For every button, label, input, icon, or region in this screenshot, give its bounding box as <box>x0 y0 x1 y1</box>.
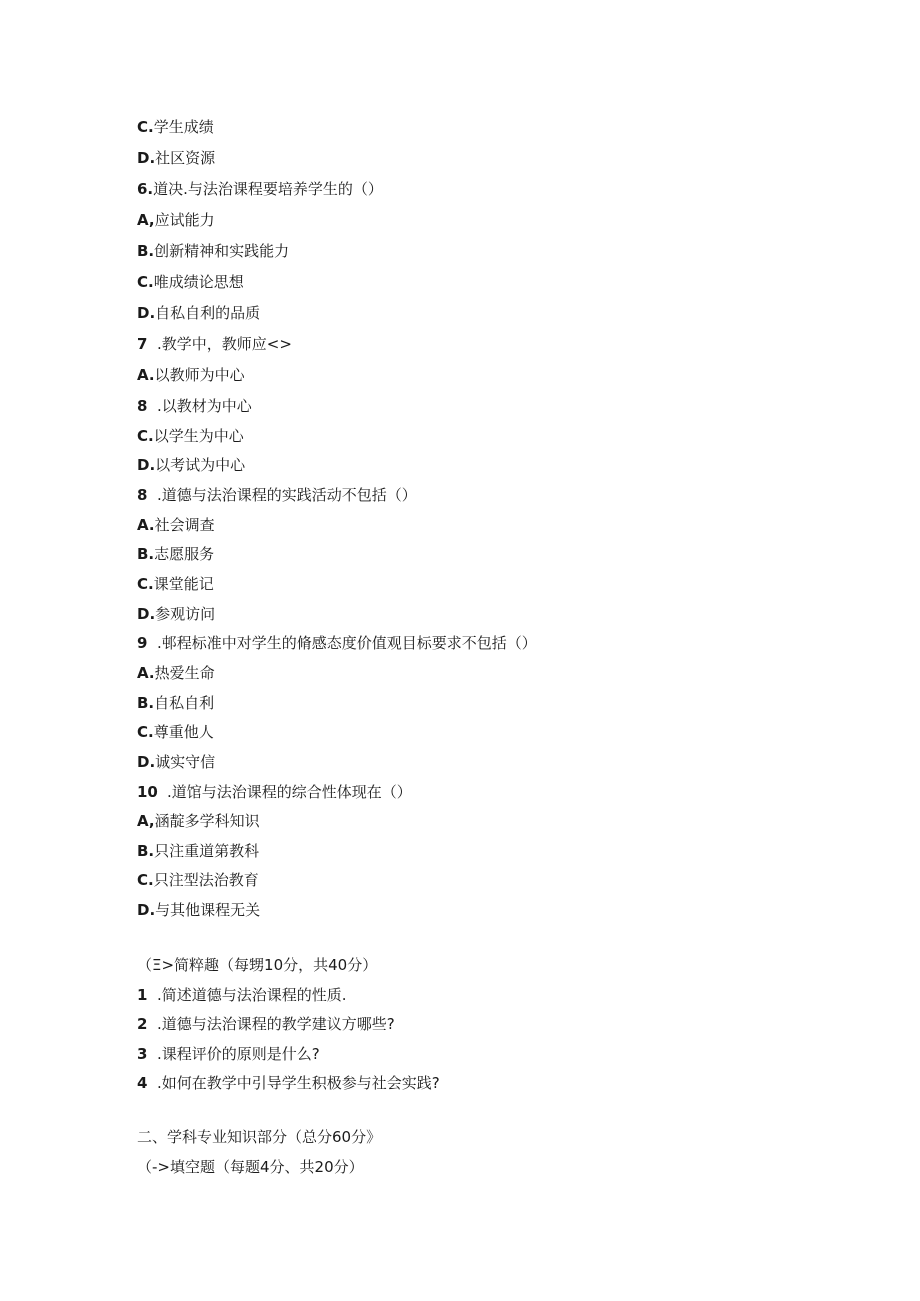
short-answer-4 <box>137 1073 440 1093</box>
question-text: .道馆与法治课程的综合性体现在（） <box>167 783 412 801</box>
option-label: C. <box>137 871 154 889</box>
option-a-q7 <box>137 365 245 385</box>
option-b-q6 <box>137 241 289 261</box>
option-text: 涵靛多学科知识 <box>154 812 260 830</box>
question-number: 4 <box>137 1074 148 1092</box>
question-text: .如何在教学中引导学生积极参与社会实践? <box>157 1074 440 1092</box>
part-heading-text: 二、学科专业知识部分（总分60分》 <box>137 1128 382 1146</box>
question-number: 1 <box>137 986 148 1004</box>
option-a-q6 <box>137 210 215 230</box>
section-heading-text: （->填空题（每题4分、共20分） <box>137 1158 364 1176</box>
option-d-q10 <box>137 900 260 920</box>
option-text: 应试能力 <box>154 211 215 229</box>
option-text: 以学生为中心 <box>153 427 244 445</box>
part-heading-subject-knowledge <box>137 1127 381 1147</box>
option-text: 尊重他人 <box>153 723 214 741</box>
option-label: B. <box>137 545 155 563</box>
option-text: 诚实守信 <box>155 753 216 771</box>
option-text: 课堂能记 <box>153 575 214 593</box>
option-c-q6 <box>137 272 244 292</box>
question-text: .道德与法治课程的实践活动不包括（） <box>157 486 417 504</box>
question-number: 10 <box>137 783 158 801</box>
question-6 <box>137 179 383 199</box>
section-heading-text: （Ξ>简粹趣（每甥10分，共40分） <box>137 956 378 974</box>
option-label: A. <box>137 366 155 384</box>
short-answer-1 <box>137 985 347 1005</box>
option-text: 自私自利 <box>154 694 215 712</box>
question-number: 2 <box>137 1015 148 1033</box>
question-number: 8 <box>137 486 148 504</box>
section-heading-short-answer <box>137 955 377 975</box>
question-text: .课程评价的原则是什么? <box>157 1045 320 1063</box>
option-label: B. <box>137 242 155 260</box>
section-heading-fill-in-blank <box>137 1157 364 1177</box>
question-9 <box>137 633 537 653</box>
option-label: D. <box>137 605 156 623</box>
option-label: D. <box>137 456 156 474</box>
option-text: 只注型法治教育 <box>153 871 259 889</box>
option-text: 志愿服务 <box>154 545 215 563</box>
option-c-q10 <box>137 870 259 890</box>
option-text: 参观访问 <box>155 605 216 623</box>
question-text: 道决.与法治课程要培养学生的（） <box>153 180 383 198</box>
option-text: 创新精神和实践能力 <box>154 242 290 260</box>
option-label: C. <box>137 427 154 445</box>
short-answer-3 <box>137 1044 320 1064</box>
option-c-q9 <box>137 722 214 742</box>
option-label: A, <box>137 211 155 229</box>
question-number: 6. <box>137 180 154 198</box>
question-number: 3 <box>137 1045 148 1063</box>
option-text: 以考试为中心 <box>155 456 246 474</box>
option-text: 社会调查 <box>154 516 215 534</box>
short-answer-2 <box>137 1014 395 1034</box>
option-a-q9 <box>137 663 215 683</box>
option-d-q9 <box>137 752 215 772</box>
question-10 <box>137 782 412 802</box>
option-text: 唯成绩论思想 <box>153 273 244 291</box>
option-d-q6 <box>137 303 260 323</box>
question-text: .简述道德与法治课程的性质. <box>157 986 347 1004</box>
option-text: 只注重道第教科 <box>154 842 260 860</box>
question-8 <box>137 485 417 505</box>
option-label: D. <box>137 149 156 167</box>
option-text: 热爱生命 <box>154 664 215 682</box>
option-label: A. <box>137 664 155 682</box>
option-text: 学生成绩 <box>153 118 214 136</box>
option-c-q8 <box>137 574 214 594</box>
question-number: 7 <box>137 335 148 353</box>
question-text: .教学中，教师应<> <box>157 335 292 353</box>
option-text: 与其他课程无关 <box>155 901 261 919</box>
question-text: .邨程标准中对学生的脩感态度价值观目标要求不包括（） <box>157 634 537 652</box>
question-text: .道德与法治课程的教学建议方哪些? <box>157 1015 395 1033</box>
option-b-q7 <box>137 396 252 416</box>
question-number: 9 <box>137 634 148 652</box>
option-label: A. <box>137 516 155 534</box>
option-b-q9 <box>137 693 214 713</box>
option-text: 自私自利的品质 <box>155 304 261 322</box>
option-d-q8 <box>137 604 215 624</box>
option-text: 以教师为中心 <box>154 366 245 384</box>
option-label: C. <box>137 118 154 136</box>
option-label: B. <box>137 842 155 860</box>
option-label: C. <box>137 575 154 593</box>
option-text: 社区资源 <box>155 149 216 167</box>
option-label: D. <box>137 753 156 771</box>
option-d-q7 <box>137 455 245 475</box>
question-7 <box>137 334 292 354</box>
option-b-q10 <box>137 841 259 861</box>
option-label: D. <box>137 901 156 919</box>
option-label: 8 <box>137 397 148 415</box>
option-label: A, <box>137 812 155 830</box>
option-label: D. <box>137 304 156 322</box>
option-text: .以教材为中心 <box>157 397 252 415</box>
option-b-q8 <box>137 544 214 564</box>
option-c-q5 <box>137 117 214 137</box>
option-c-q7 <box>137 426 244 446</box>
option-label: C. <box>137 723 154 741</box>
option-a-q10 <box>137 811 260 831</box>
option-label: C. <box>137 273 154 291</box>
option-label: B. <box>137 694 155 712</box>
option-a-q8 <box>137 515 215 535</box>
option-d-q5 <box>137 148 215 168</box>
